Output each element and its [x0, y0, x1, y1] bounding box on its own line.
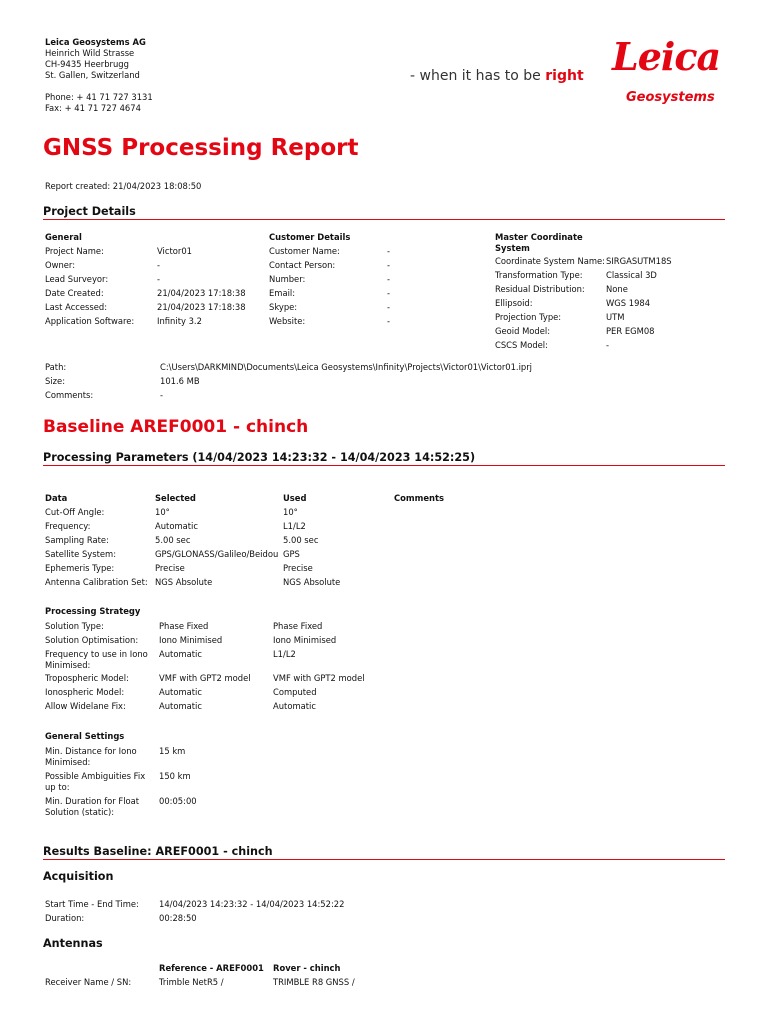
- table-cell-value: 21/04/2023 17:18:38: [157, 288, 246, 298]
- table-cell-label: Comments:: [45, 390, 94, 400]
- table-cell-label: Geoid Model:: [495, 326, 551, 336]
- table-cell-value: PER EGM08: [606, 326, 655, 336]
- table-cell-label: Sampling Rate:: [45, 535, 109, 545]
- antennas-heading: Antennas: [43, 937, 103, 950]
- table-cell-value: Victor01: [157, 246, 192, 256]
- table-cell-value: Automatic: [159, 701, 202, 711]
- table-cell-value: 5.00 sec: [155, 535, 191, 545]
- company-phone: Phone: + 41 71 727 3131: [45, 92, 153, 102]
- table-cell-label: Start Time - End Time:: [45, 899, 139, 909]
- table-cell-label: Transformation Type:: [495, 270, 583, 280]
- table-cell-value: GPS/GLONASS/Galileo/Beidou: [155, 549, 279, 559]
- table-cell-value: -: [387, 274, 391, 284]
- table-cell-label: Possible Ambiguities Fix up to:: [45, 771, 146, 792]
- table-cell-label: Coordinate System Name:: [495, 256, 605, 266]
- table-cell-value: -: [387, 302, 391, 312]
- table-cell-label: Size:: [45, 376, 66, 386]
- table-cell-label: Min. Duration for Float Solution (static):: [45, 796, 140, 817]
- table-cell-value: 00:28:50: [159, 913, 197, 923]
- table-cell-label: Application Software:: [45, 316, 135, 326]
- company-street: Heinrich Wild Strasse: [45, 48, 135, 58]
- table-cell-label: Ephemeris Type:: [45, 563, 115, 573]
- table-cell-value: -: [387, 316, 391, 326]
- table-cell-label: Last Accessed:: [45, 302, 108, 312]
- table-cell-value: 14/04/2023 14:23:32 - 14/04/2023 14:52:22: [159, 899, 345, 909]
- table-cell-label: Allow Widelane Fix:: [45, 701, 126, 711]
- table-cell-value: Trimble NetR5 /: [159, 977, 224, 987]
- table-cell-value: Automatic: [155, 521, 198, 531]
- table-cell-value: VMF with GPT2 model: [159, 673, 251, 683]
- slogan: [410, 68, 584, 84]
- table-cell-label: Satellite System:: [45, 549, 117, 559]
- table-cell-value: 15 km: [159, 746, 186, 756]
- table-cell-value: Rover - chinch: [273, 963, 341, 973]
- table-cell-value: C:\Users\DARKMIND\Documents\Leica Geosystems\Infinity\Projects\Victor01\Victor01.iprj: [160, 362, 532, 372]
- acquisition-heading: Acquisition: [43, 870, 114, 883]
- table-cell-label: Number:: [269, 274, 306, 284]
- table-cell-value: -: [157, 274, 161, 284]
- report-title: GNSS Processing Report: [43, 135, 359, 161]
- table-cell-value: -: [387, 288, 391, 298]
- table-cell-label: Projection Type:: [495, 312, 562, 322]
- table-cell-value: L1/L2: [283, 521, 306, 531]
- company-fax: Fax: + 41 71 727 4674: [45, 103, 141, 113]
- table-cell-value: -: [387, 260, 391, 270]
- slogan-prefix: - when it has to be: [410, 68, 546, 84]
- table-cell-value: -: [606, 340, 610, 350]
- table-cell-label: Skype:: [269, 302, 298, 312]
- project-details-heading: Project Details: [43, 205, 136, 218]
- company-city: CH-9435 Heerbrugg: [45, 59, 129, 69]
- table-cell-label: Data: [45, 493, 68, 503]
- table-cell-value: 150 km: [159, 771, 191, 781]
- table-cell-label: Ellipsoid:: [495, 298, 533, 308]
- table-cell-value: -: [157, 260, 161, 270]
- table-cell-value: Iono Minimised: [273, 635, 337, 645]
- table-cell-value: -: [160, 390, 164, 400]
- table-cell-value: Comments: [394, 493, 444, 503]
- table-cell-value: Automatic: [159, 687, 202, 697]
- table-cell-value: TRIMBLE R8 GNSS /: [273, 977, 355, 987]
- table-cell-value: None: [606, 284, 628, 294]
- table-cell-label: Duration:: [45, 913, 85, 923]
- table-cell-value: -: [387, 246, 391, 256]
- table-cell-label: Frequency to use in Iono Minimised:: [45, 649, 148, 670]
- table-cell-value: Reference - AREF0001: [159, 963, 264, 973]
- table-cell-label: Min. Distance for Iono Minimised:: [45, 746, 137, 767]
- report-created: Report created: 21/04/2023 18:08:50: [45, 181, 202, 191]
- table-cell-value: NGS Absolute: [155, 577, 213, 587]
- settings-heading: General Settings: [45, 731, 125, 741]
- logo-word: Leica: [612, 34, 721, 79]
- table-cell-value: Iono Minimised: [159, 635, 223, 645]
- table-cell-label: Email:: [269, 288, 296, 298]
- table-cell-value: GPS: [283, 549, 300, 559]
- table-cell-label: Frequency:: [45, 521, 91, 531]
- table-cell-label: Residual Distribution:: [495, 284, 585, 294]
- table-cell-label: Owner:: [45, 260, 76, 270]
- table-cell-value: Computed: [273, 687, 317, 697]
- table-cell-value: 21/04/2023 17:18:38: [157, 302, 246, 312]
- section-divider: [43, 859, 725, 860]
- table-cell-value: UTM: [606, 312, 625, 322]
- table-cell-value: Automatic: [273, 701, 316, 711]
- table-cell-value: 101.6 MB: [160, 376, 200, 386]
- table-cell-value: Classical 3D: [606, 270, 657, 280]
- company-region: St. Gallen, Switzerland: [45, 70, 140, 80]
- results-heading: Results Baseline: AREF0001 - chinch: [43, 845, 273, 858]
- table-cell-value: Automatic: [159, 649, 202, 659]
- table-cell-label: Solution Type:: [45, 621, 104, 631]
- table-cell-value: Selected: [155, 493, 196, 503]
- table-cell-label: Path:: [45, 362, 67, 372]
- table-cell-value: Phase Fixed: [273, 621, 323, 631]
- table-cell-value: NGS Absolute: [283, 577, 341, 587]
- table-cell-value: 5.00 sec: [283, 535, 319, 545]
- baseline-title: Baseline AREF0001 - chinch: [43, 417, 309, 437]
- table-cell-value: WGS 1984: [606, 298, 651, 308]
- company-name: Leica Geosystems AG: [45, 37, 146, 47]
- leica-logo: [612, 34, 724, 110]
- table-cell-label: Website:: [269, 316, 306, 326]
- table-cell-value: 10°: [283, 507, 298, 517]
- table-cell-value: Infinity 3.2: [157, 316, 202, 326]
- table-cell-value: 10°: [155, 507, 170, 517]
- table-cell-label: Antenna Calibration Set:: [45, 577, 148, 587]
- table-cell-value: Phase Fixed: [159, 621, 209, 631]
- table-cell-value: Precise: [155, 563, 185, 573]
- table-cell-label: Project Name:: [45, 246, 104, 256]
- general-heading: General: [45, 232, 82, 242]
- table-cell-value: VMF with GPT2 model: [273, 673, 365, 683]
- table-cell-value: Used: [283, 493, 307, 503]
- logo-subtitle: Geosystems: [626, 90, 715, 105]
- table-cell-label: Date Created:: [45, 288, 104, 298]
- strategy-heading: Processing Strategy: [45, 606, 141, 616]
- table-cell-label: Solution Optimisation:: [45, 635, 139, 645]
- table-cell-label: Cut-Off Angle:: [45, 507, 105, 517]
- table-cell-label: Ionospheric Model:: [45, 687, 125, 697]
- table-cell-label: CSCS Model:: [495, 340, 548, 350]
- table-cell-value: 00:05:00: [159, 796, 197, 806]
- table-cell-label: Tropospheric Model:: [45, 673, 129, 683]
- section-divider: [43, 219, 725, 220]
- customer-heading: Customer Details: [269, 232, 351, 242]
- table-cell-label: Contact Person:: [269, 260, 336, 270]
- table-cell-label: Customer Name:: [269, 246, 340, 256]
- processing-params-heading: Processing Parameters (14/04/2023 14:23:32 - 14/04/2023 14:52:25): [43, 451, 476, 464]
- table-cell-label: Lead Surveyor:: [45, 274, 109, 284]
- table-cell-label: Receiver Name / SN:: [45, 977, 132, 987]
- table-cell-value: Precise: [283, 563, 313, 573]
- table-cell-value: SIRGASUTM18S: [606, 256, 672, 266]
- section-divider: [43, 465, 725, 466]
- table-cell-value: L1/L2: [273, 649, 296, 659]
- slogan-emphasis: right: [545, 68, 584, 84]
- coord-heading: Master Coordinate System: [495, 232, 583, 253]
